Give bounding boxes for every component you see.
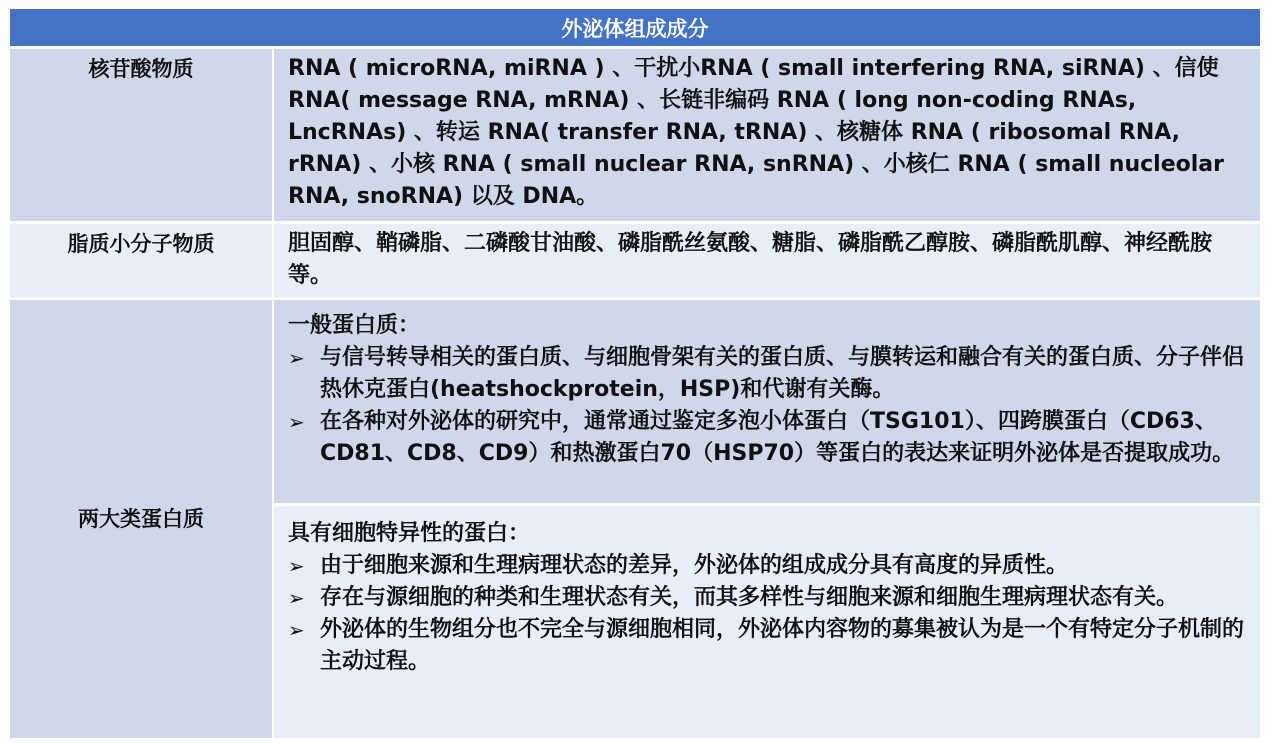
- arrow-bullet-icon: ➢: [288, 618, 305, 642]
- general-protein-heading: 一般蛋白质：: [288, 313, 421, 338]
- list-item: [288, 582, 1252, 614]
- list-item: [288, 550, 1252, 582]
- specific-protein-section: [274, 503, 1260, 738]
- row-content-lipid: 胆固醇、鞘磷脂、二磷酸甘油酸、磷脂酰丝氨酸、糖脂、磷脂酰乙醇胺、磷脂酰肌醇、神经酰胺等。: [274, 221, 1260, 297]
- arrow-bullet-icon: ➢: [288, 346, 305, 370]
- exosome-composition-table: [10, 9, 1260, 738]
- table-title: 外泌体组成成分: [10, 9, 1260, 46]
- bullet-text: 存在与源细胞的种类和生理状态有关，而其多样性与细胞来源和细胞生理病理状态有关。: [320, 585, 1179, 610]
- bullet-text: 外泌体的生物组分也不完全与源细胞相同，外泌体内容物的募集被认为是一个有特定分子机制的主动过程。: [320, 617, 1245, 674]
- row-label-lipid: 脂质小分子物质: [10, 221, 272, 297]
- arrow-bullet-icon: ➢: [288, 586, 305, 610]
- protein-content: [274, 297, 1260, 738]
- general-protein-section: [274, 297, 1260, 503]
- arrow-bullet-icon: ➢: [288, 410, 305, 434]
- row-label-protein: 两大类蛋白质: [10, 297, 272, 738]
- row-label-nucleotide: 核苷酸物质: [10, 49, 272, 221]
- bullet-text: 由于细胞来源和生理病理状态的差异，外泌体的组成成分具有高度的异质性。: [320, 553, 1069, 578]
- list-item: [288, 614, 1252, 678]
- bullet-text: 与信号转导相关的蛋白质、与细胞骨架有关的蛋白质、与膜转运和融合有关的蛋白质、分子伴侣热休克蛋白(heatshockprotein，HSP)和代谢有关酶。: [320, 345, 1245, 402]
- specific-protein-heading: 具有细胞特异性的蛋白：: [288, 521, 531, 546]
- arrow-bullet-icon: ➢: [288, 554, 305, 578]
- list-item: [288, 406, 1252, 470]
- list-item: [288, 342, 1252, 406]
- row-content-nucleotide: RNA ( microRNA, miRNA ) 、干扰小RNA ( small interfering RNA, siRNA) 、信使 RNA( message RNA, mRNA) 、长链非编码 RNA ( long non-coding RNAs, LncRNAs) 、转运 RNA( transfer RNA, tRNA) 、核糖体 RNA ( ribosomal RNA, rRNA) 、小核 RNA ( small nuclear RNA, snRNA) 、小核仁 RNA ( small nucleolar RNA, snoRNA) 以及 DNA。: [274, 49, 1260, 221]
- bullet-text: 在各种对外泌体的研究中，通常通过鉴定多泡小体蛋白（TSG101）、四跨膜蛋白（CD63、CD81、CD8、CD9）和热激蛋白70（HSP70）等蛋白的表达来证明外泌体是否提取成功。: [320, 409, 1235, 466]
